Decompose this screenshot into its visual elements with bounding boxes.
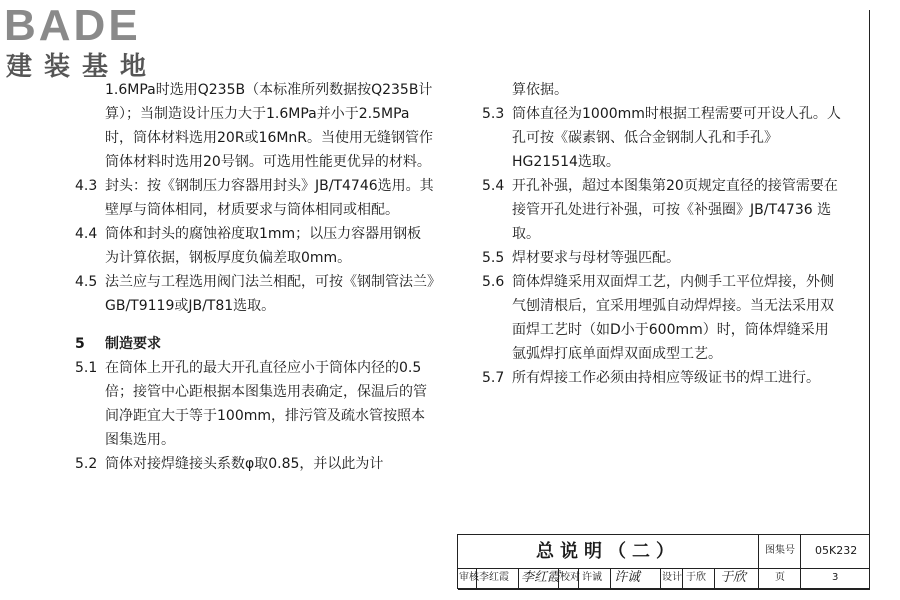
section-number: 5: [75, 336, 85, 352]
paragraph: [482, 246, 842, 270]
paragraph: [75, 222, 435, 270]
paragraph-text: 筒体和封头的腐蚀裕度取1mm；以压力容器用钢板为计算依据，钢板厚度负偏差取0mm。: [105, 226, 422, 266]
paragraph-text: 开孔补强，超过本图集第20页规定直径的接管需要在接管开孔处进行补强，可按《补强圈》JB/T4736 选取。: [512, 178, 838, 242]
paragraph-text: 1.6MPa时选用Q235B（本标准所列数据按Q235B计算）；当制造设计压力大于1.6MPa并小于2.5MPa时，筒体材料选用20R或16MnR。当使用无缝钢管作筒体材料时选用20号钢。可选用性能更优异的材料。: [105, 82, 434, 170]
paragraph-number: 4.5: [75, 274, 98, 290]
section-heading: [75, 318, 435, 356]
check-label: 校对: [560, 572, 580, 583]
paragraph-text: 所有焊接工作必须由持相应等级证书的焊工进行。: [512, 370, 820, 386]
title-block-divider: [714, 568, 715, 589]
paragraph-number: 5.4: [482, 178, 505, 194]
paragraph: [75, 174, 435, 222]
paragraph-number: 5.5: [482, 250, 505, 266]
paragraph: [75, 78, 435, 174]
left-column: [75, 78, 435, 476]
check-signature: 许诚: [614, 570, 641, 585]
right-column: [482, 78, 842, 390]
frame-line: [869, 10, 870, 588]
drawing-title: 总说明（二）: [536, 541, 680, 562]
title-block-border: [458, 588, 870, 590]
logo-subtitle: 建装基地: [6, 52, 159, 82]
paragraph: [75, 452, 435, 476]
section-title: 制造要求: [105, 336, 161, 352]
page-label: 页: [775, 572, 785, 583]
title-block-divider: [610, 568, 611, 589]
paragraph-number: 4.3: [75, 178, 98, 194]
title-block-border: [458, 534, 870, 535]
review-label: 审核: [459, 572, 479, 583]
paragraph-number: 4.4: [75, 226, 98, 242]
title-block-divider: [682, 568, 683, 589]
paragraph: [482, 366, 842, 390]
atlas-number-label: 图集号: [765, 545, 795, 556]
paragraph-text: 封头：按《钢制压力容器用封头》JB/T4746选用。其壁厚与筒体相同，材质要求与筒体相同或相配。: [105, 178, 434, 218]
page-number: 3: [832, 572, 839, 583]
paragraph-text: 筒体焊缝采用双面焊工艺，内侧手工平位焊接，外侧气刨清根后，宜采用埋弧自动焊焊接。当无法采用双面焊工艺时（如D小于600mm）时，筒体焊缝采用氩弧焊打底单面焊双面成型工艺。: [512, 274, 834, 362]
paragraph-text: 法兰应与工程选用阀门法兰相配，可按《钢制管法兰》GB/T9119或JB/T81选取。: [105, 274, 434, 314]
paragraph: [482, 78, 842, 102]
paragraph-number: 5.1: [75, 360, 98, 376]
title-block-divider: [758, 534, 759, 589]
paragraph-number: 5.3: [482, 106, 505, 122]
paragraph: [75, 356, 435, 452]
paragraph-number: 5.6: [482, 274, 505, 290]
design-label: 设计: [662, 572, 682, 583]
title-block-divider: [518, 568, 519, 589]
review-signature: 李红霞: [521, 570, 561, 585]
paragraph: [75, 270, 435, 318]
design-signature: 于欣: [720, 570, 747, 585]
paragraph: [482, 174, 842, 246]
check-name: 许诚: [582, 572, 602, 583]
title-block-divider: [660, 568, 661, 589]
paragraph: [482, 102, 842, 174]
paragraph-number: 5.7: [482, 370, 505, 386]
review-name: 李红霞: [479, 572, 509, 583]
paragraph-text: 筒体对接焊缝接头系数φ取0.85，并以此为计: [105, 456, 384, 472]
design-name: 于欣: [686, 572, 706, 583]
paragraph-text: 焊材要求与母材等强匹配。: [512, 250, 680, 266]
paragraph: [482, 270, 842, 366]
title-block-divider: [800, 534, 801, 589]
paragraph-number: 5.2: [75, 456, 98, 472]
paragraph-text: 筒体直径为1000mm时根据工程需要可开设人孔。人孔可按《碳素钢、低合金钢制人孔和手孔》HG21514选取。: [512, 106, 841, 170]
paragraph-text: 在筒体上开孔的最大开孔直径应小于筒体内径的0.5倍；接管中心距根据本图集选用表确定，保温后的管间净距宜大于等于100mm，排污管及疏水管按照本图集选用。: [105, 360, 427, 448]
atlas-number-value: 05K232: [815, 544, 858, 557]
paragraph-text: 算依据。: [512, 82, 568, 98]
logo-wordmark: BADE: [4, 1, 141, 50]
